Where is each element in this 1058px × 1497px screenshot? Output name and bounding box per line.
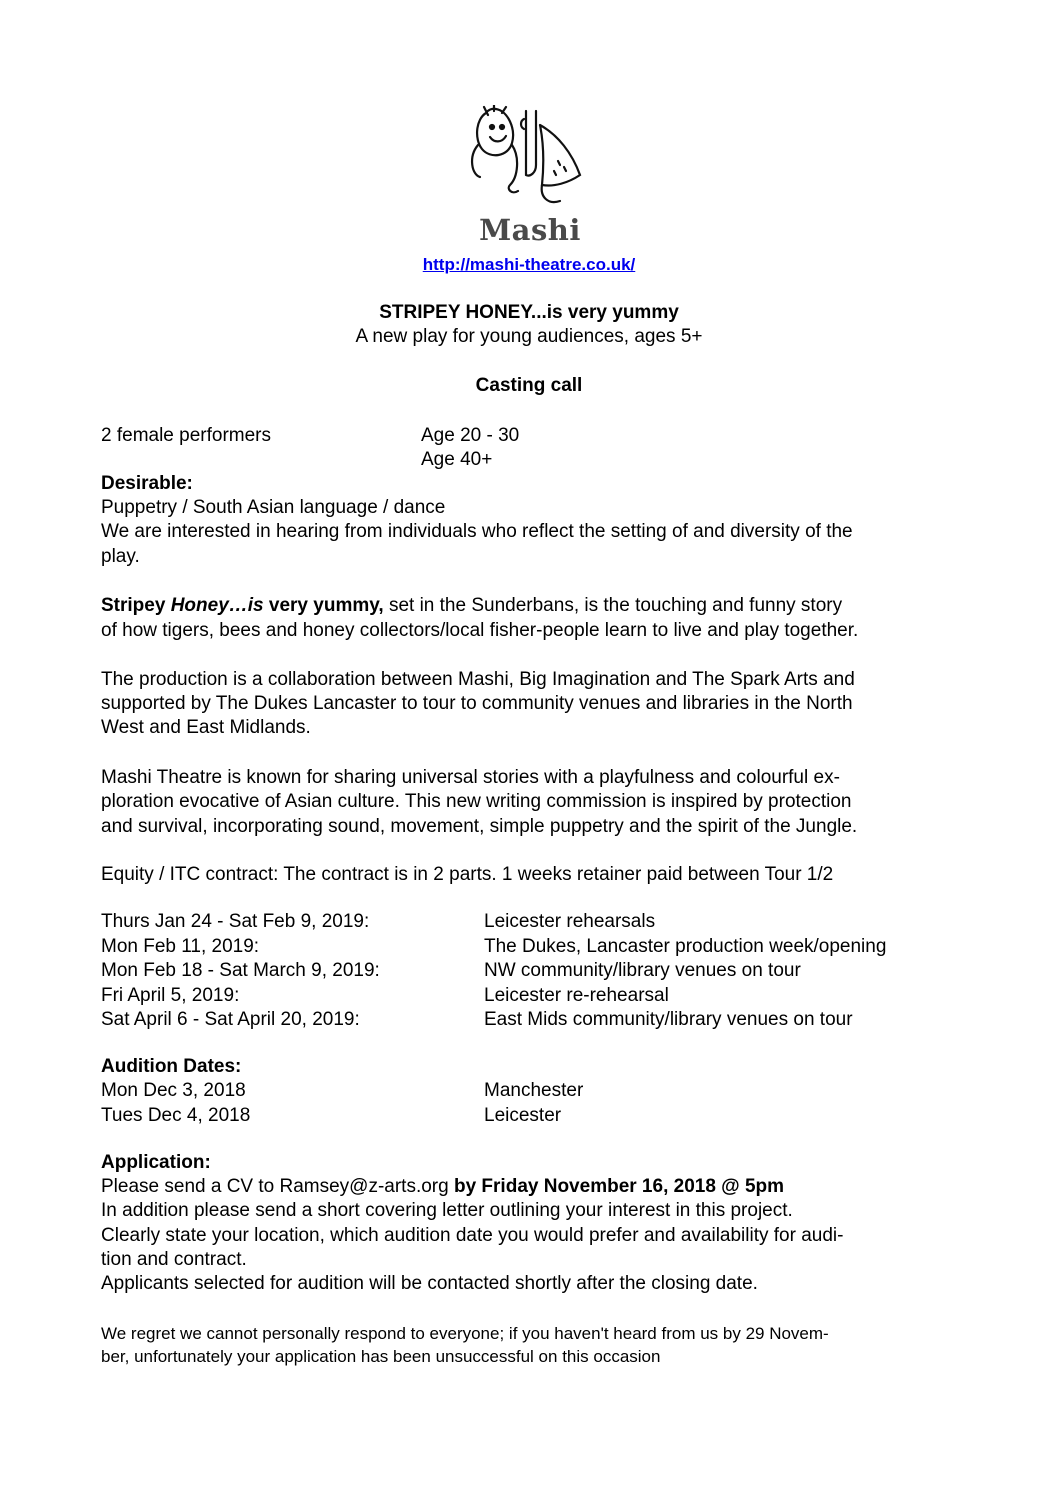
- regret-line-1: We regret we cannot personally respond to everyone; if you haven't heard from us by 29 Novem-: [101, 1324, 829, 1343]
- about-line-3: and survival, incorporating sound, movement, simple puppetry and the spirit of the Jungle.: [101, 816, 858, 837]
- about-line-2: ploration evocative of Asian culture. This new writing commission is inspired by protection: [101, 791, 852, 812]
- schedule-date-5: Sat April 6 - Sat April 20, 2019:: [101, 1009, 360, 1030]
- production-line-3: West and East Midlands.: [101, 717, 311, 738]
- desirable-skills: Puppetry / South Asian language / dance: [101, 497, 446, 518]
- about-line-1: Mashi Theatre is known for sharing universal stories with a playfulness and colourful ex-: [101, 767, 840, 788]
- mashi-logo: [468, 105, 592, 245]
- schedule-event-3: NW community/library venues on tour: [484, 960, 801, 981]
- puppet-logo-icon: [468, 105, 592, 215]
- audition-place-1: Manchester: [484, 1080, 584, 1101]
- story-title-part-3: very yummy,: [263, 595, 384, 616]
- performers-age-2: Age 40+: [421, 449, 493, 470]
- performers-age-1: Age 20 - 30: [421, 425, 520, 446]
- schedule-event-5: East Mids community/library venues on tour: [484, 1009, 853, 1030]
- production-line-1: The production is a collaboration between Mashi, Big Imagination and The Spark Arts and: [101, 669, 855, 690]
- schedule-event-4: Leicester re-rehearsal: [484, 985, 669, 1006]
- logo-wordmark: Mashi: [479, 213, 581, 247]
- schedule-event-2: The Dukes, Lancaster production week/opening: [484, 936, 887, 957]
- contract-line: Equity / ITC contract: The contract is in 2 parts. 1 weeks retainer paid between Tour 1/2: [101, 864, 834, 885]
- schedule-event-1: Leicester rehearsals: [484, 911, 656, 932]
- application-line-2: In addition please send a short covering letter outlining your interest in this project.: [101, 1200, 793, 1221]
- desirable-heading: Desirable:: [101, 473, 193, 494]
- application-line-5: Applicants selected for audition will be contacted shortly after the closing date.: [101, 1273, 758, 1294]
- story-line-2: of how tigers, bees and honey collectors/local fisher-people learn to live and play together.: [101, 620, 859, 641]
- application-line-4: tion and contract.: [101, 1249, 247, 1270]
- desirable-text-1: We are interested in hearing from individuals who reflect the setting of and diversity of the: [101, 521, 853, 542]
- desirable-text-2: play.: [101, 546, 140, 567]
- story-text-1: set in the Sunderbans, is the touching and funny story: [383, 595, 843, 616]
- audition-date-2: Tues Dec 4, 2018: [101, 1105, 251, 1126]
- schedule-date-2: Mon Feb 11, 2019:: [101, 936, 260, 957]
- performers-label: 2 female performers: [101, 425, 272, 446]
- regret-line-2: ber, unfortunately your application has been unsuccessful on this occasion: [101, 1347, 661, 1366]
- website-link[interactable]: http://mashi-theatre.co.uk/: [422, 255, 636, 274]
- audition-place-2: Leicester: [484, 1105, 562, 1126]
- website-line: [0, 254, 1058, 276]
- application-deadline: by Friday November 16, 2018 @ 5pm: [453, 1176, 785, 1197]
- audition-date-1: Mon Dec 3, 2018: [101, 1080, 246, 1101]
- story-title-part-2: Honey…is: [170, 595, 264, 616]
- application-line-3: Clearly state your location, which audition date you would prefer and availability for audi-: [101, 1225, 844, 1246]
- casting-heading: Casting call: [475, 375, 583, 396]
- schedule-date-4: Fri April 5, 2019:: [101, 985, 240, 1006]
- story-line-1: [101, 594, 842, 618]
- schedule-date-3: Mon Feb 18 - Sat March 9, 2019:: [101, 960, 380, 981]
- schedule-date-1: Thurs Jan 24 - Sat Feb 9, 2019:: [101, 911, 370, 932]
- play-subtitle: A new play for young audiences, ages 5+: [355, 326, 703, 347]
- auditions-heading: Audition Dates:: [101, 1056, 242, 1077]
- application-send-text: Please send a CV to Ramsey@z-arts.org: [101, 1176, 454, 1197]
- play-title: STRIPEY HONEY...is very yummy: [379, 302, 679, 323]
- application-send-line: [101, 1175, 784, 1199]
- production-line-2: supported by The Dukes Lancaster to tour to community venues and libraries in the North: [101, 693, 853, 714]
- story-title-part-1: Stripey: [101, 595, 171, 616]
- application-heading: Application:: [101, 1152, 211, 1173]
